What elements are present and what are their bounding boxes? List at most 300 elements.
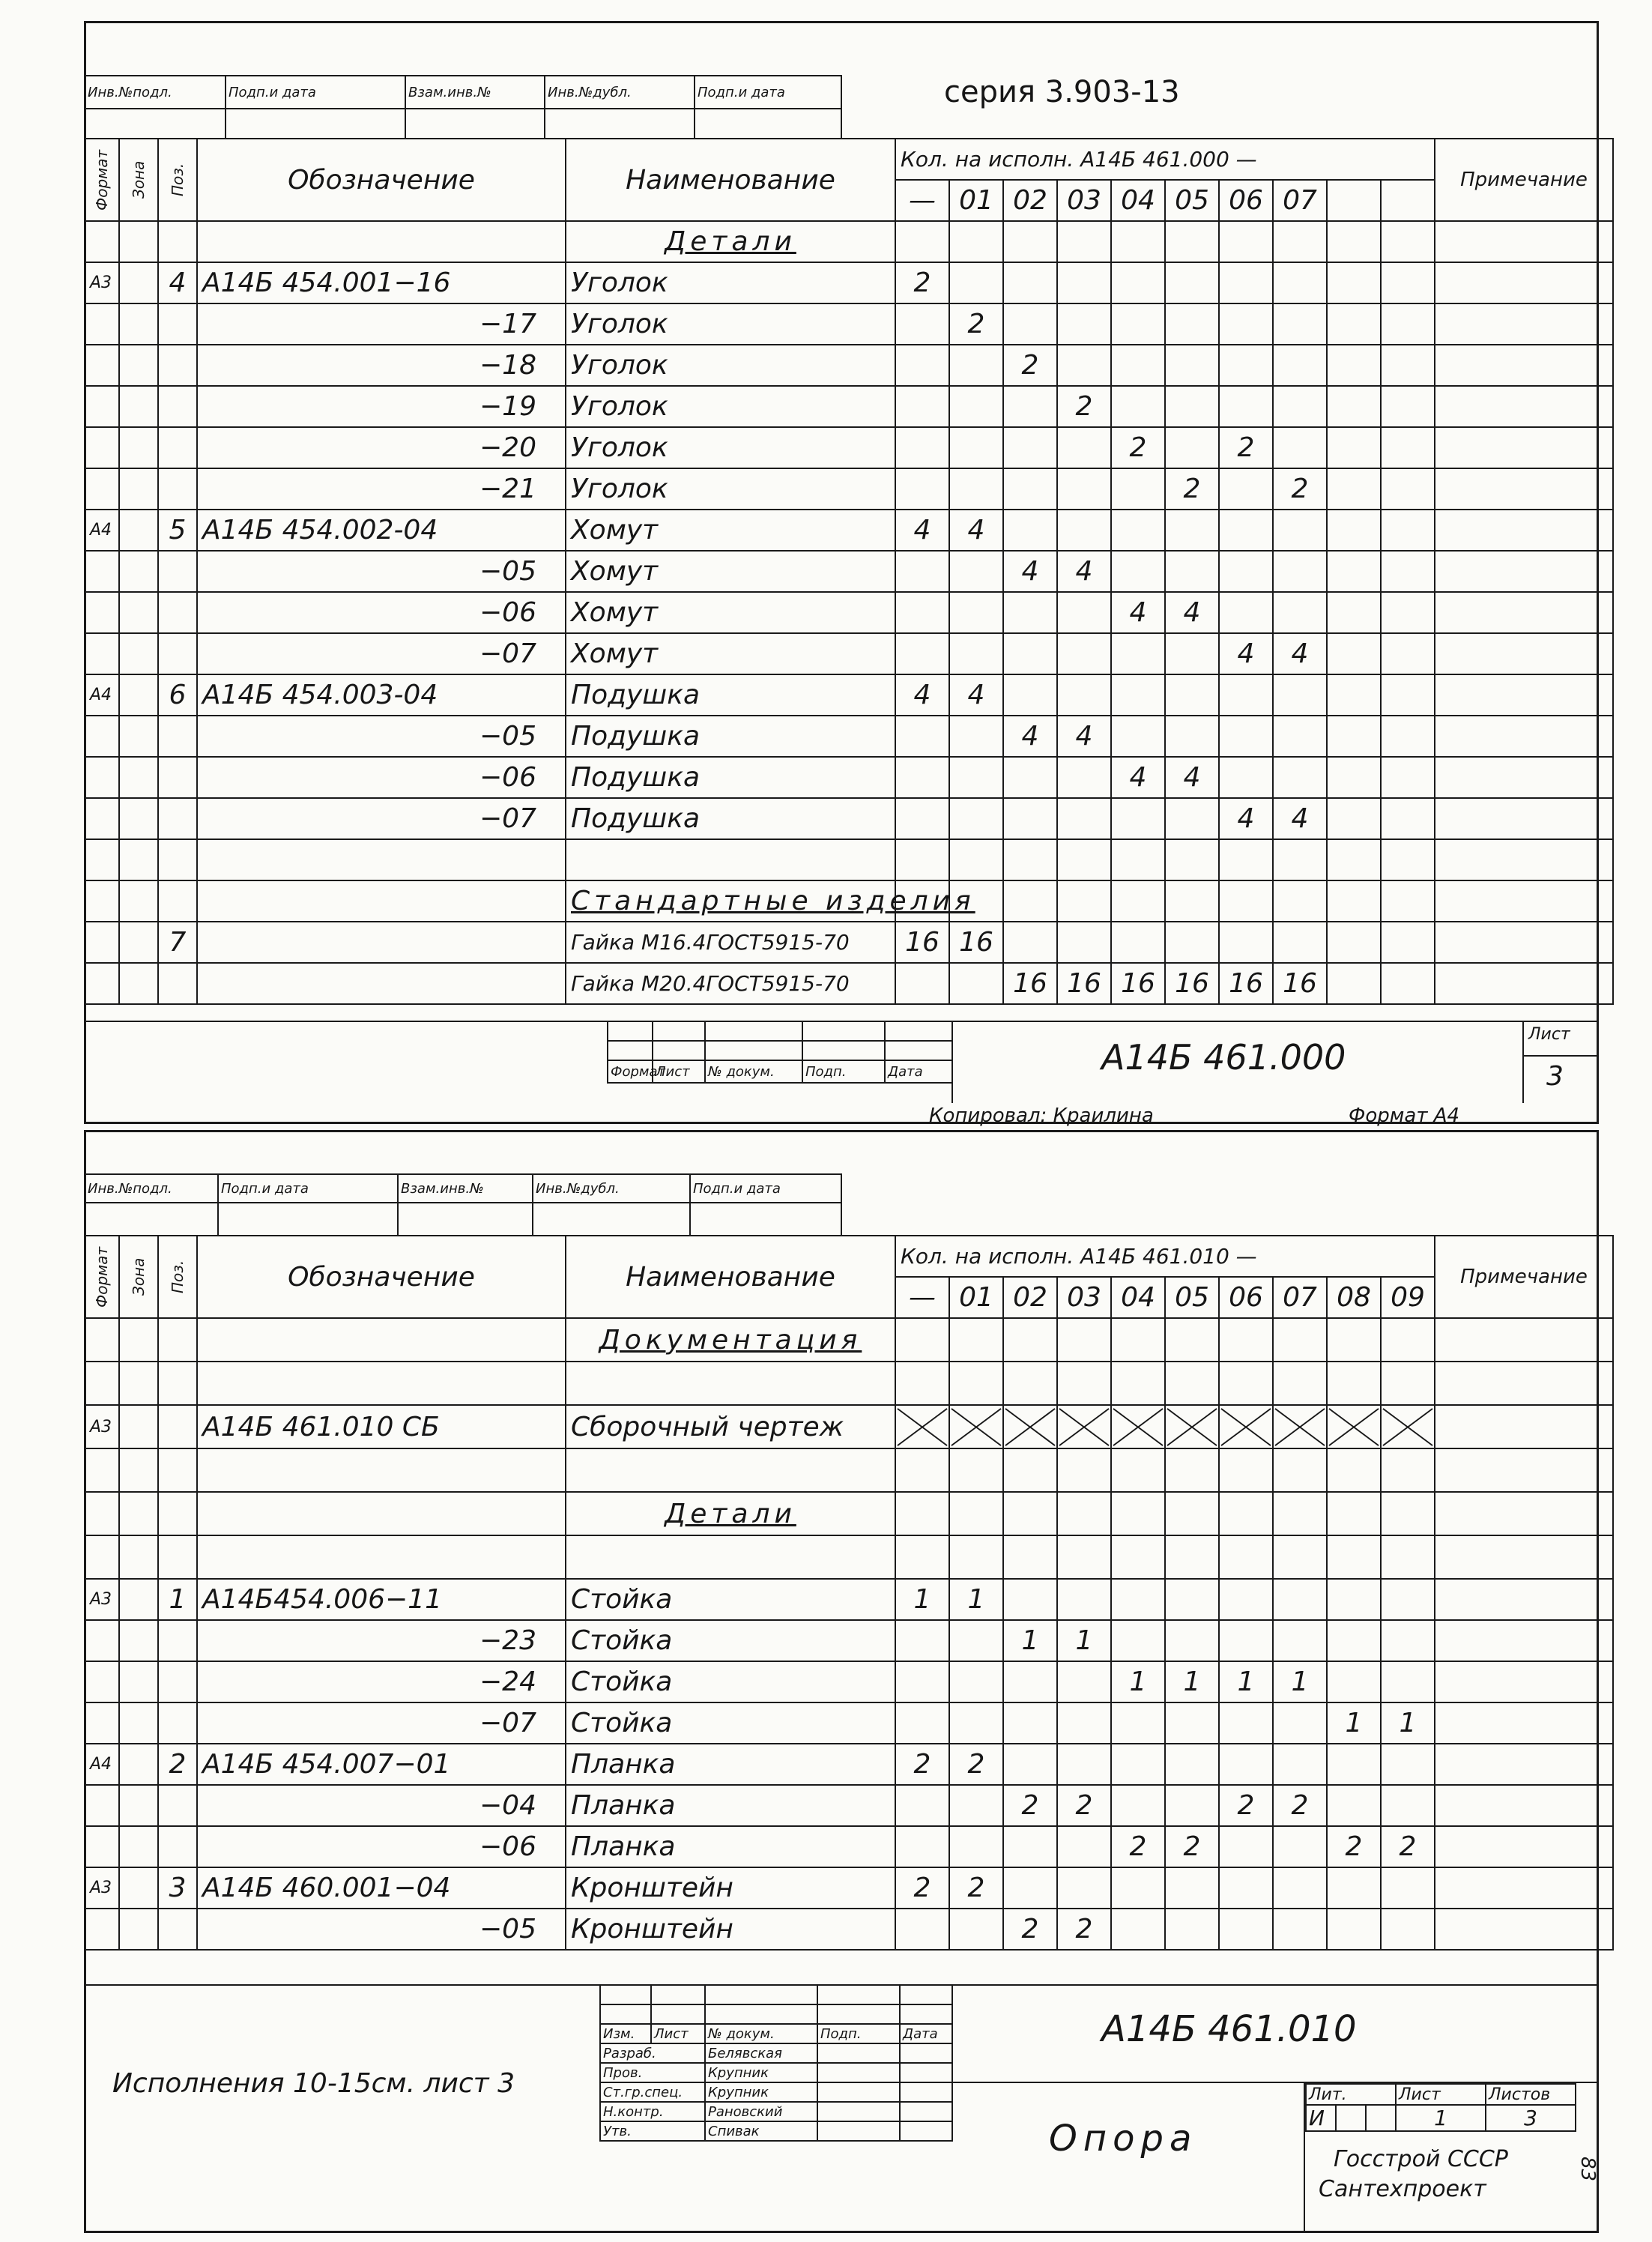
section-title: Детали xyxy=(566,221,895,262)
zone-cell xyxy=(119,468,158,510)
note-cell xyxy=(1435,1826,1613,1867)
footnote: Исполнения 10-15см. лист 3 xyxy=(112,2068,515,2099)
empty-cell xyxy=(1273,1535,1327,1579)
designation-cell: А14Б 454.002-04 xyxy=(197,510,566,551)
stamp-cell: Подп.и дата xyxy=(690,1174,841,1203)
empty-cell xyxy=(895,1318,949,1362)
designation-cell: −07 xyxy=(197,633,566,674)
quantity-cell xyxy=(1111,1785,1165,1826)
stamp-empty-cell xyxy=(651,1985,705,2004)
quantity-cell xyxy=(1381,1744,1435,1785)
empty-cell xyxy=(119,880,158,922)
empty-cell xyxy=(158,880,197,922)
quantity-cell xyxy=(1057,1661,1111,1702)
zone-cell xyxy=(119,1579,158,1620)
format-cell xyxy=(85,633,119,674)
quantity-cell xyxy=(1327,427,1381,468)
stamp-empty-cell xyxy=(705,1021,802,1041)
stamp-empty-cell xyxy=(651,2004,705,2024)
stamp-empty-cell xyxy=(802,1041,885,1060)
position-cell xyxy=(158,633,197,674)
note-cell xyxy=(1435,262,1613,303)
table-row xyxy=(85,427,1613,468)
title-head-cell: Подп. xyxy=(817,2024,900,2043)
quantity-cell xyxy=(1057,757,1111,798)
quantity-cell: 4 xyxy=(949,674,1003,716)
designation-cell: −18 xyxy=(197,345,566,386)
quantity-cell xyxy=(1057,633,1111,674)
format-cell xyxy=(85,963,119,1004)
position-cell xyxy=(158,1620,197,1661)
zone-cell xyxy=(119,1744,158,1785)
quantity-cell xyxy=(1327,262,1381,303)
quantity-cell xyxy=(949,1661,1003,1702)
sheet1-change-stamp xyxy=(607,1021,953,1084)
empty-cell xyxy=(1165,839,1219,880)
empty-cell xyxy=(1273,1492,1327,1535)
quantity-cell xyxy=(1057,674,1111,716)
variant-header-cell xyxy=(1381,180,1435,221)
quantity-cell: 2 xyxy=(949,303,1003,345)
variant-header-cell: 02 xyxy=(1003,1277,1057,1318)
table-row xyxy=(85,1661,1613,1702)
quantity-cell: 4 xyxy=(1219,798,1273,839)
sheet1-sheet-number: 3 xyxy=(1546,1061,1564,1092)
empty-cell xyxy=(119,221,158,262)
quantity-cell: 4 xyxy=(1165,757,1219,798)
quantity-cell xyxy=(1381,427,1435,468)
empty-cell xyxy=(949,1362,1003,1405)
title-block-signatures xyxy=(599,1984,953,2142)
quantity-cell: 2 xyxy=(1327,1826,1381,1867)
empty-cell xyxy=(1273,1362,1327,1405)
variant-header-cell: 01 xyxy=(949,1277,1003,1318)
position-cell: 2 xyxy=(158,1744,197,1785)
zone-cell xyxy=(119,716,158,757)
designation-cell xyxy=(197,963,566,1004)
quantity-cell xyxy=(1111,468,1165,510)
empty-cell xyxy=(1381,1318,1435,1362)
empty-cell xyxy=(1165,221,1219,262)
empty-cell xyxy=(119,1535,158,1579)
cross-mark-cell xyxy=(1219,1405,1273,1448)
empty-cell xyxy=(197,1535,566,1579)
position-cell xyxy=(158,303,197,345)
table-row xyxy=(85,716,1613,757)
note-cell xyxy=(1435,716,1613,757)
stamp-empty-cell xyxy=(226,109,405,139)
quantity-cell: 1 xyxy=(1219,1661,1273,1702)
person-name-cell: Спивак xyxy=(705,2121,817,2141)
note-cell xyxy=(1435,1785,1613,1826)
empty-cell xyxy=(949,1448,1003,1492)
name-cell: Планка xyxy=(566,1785,895,1826)
quantity-cell: 16 xyxy=(895,922,949,963)
empty-cell xyxy=(197,1448,566,1492)
quantity-cell xyxy=(1111,674,1165,716)
quantity-cell: 2 xyxy=(1165,1826,1219,1867)
stamp-cell: Инв.№подл. xyxy=(85,76,226,109)
stamp-cell: Дата xyxy=(885,1060,952,1083)
quantity-cell xyxy=(1057,1867,1111,1909)
empty-cell xyxy=(1327,1318,1381,1362)
designation-cell: −06 xyxy=(197,592,566,633)
table-row xyxy=(85,798,1613,839)
quantity-cell xyxy=(895,1620,949,1661)
quantity-cell: 1 xyxy=(1003,1620,1057,1661)
empty-cell xyxy=(1327,839,1381,880)
name-cell: Уголок xyxy=(566,468,895,510)
quantity-cell xyxy=(1057,427,1111,468)
note-cell xyxy=(1435,592,1613,633)
designation-cell: −17 xyxy=(197,303,566,345)
empty-cell xyxy=(949,839,1003,880)
quantity-cell xyxy=(1327,716,1381,757)
position-cell xyxy=(158,757,197,798)
quantity-cell: 2 xyxy=(1165,468,1219,510)
quantity-cell xyxy=(1273,1826,1327,1867)
empty-cell xyxy=(1381,839,1435,880)
quantity-cell: 16 xyxy=(1003,963,1057,1004)
person-name-cell: Рановский xyxy=(705,2102,817,2121)
zone-cell xyxy=(119,345,158,386)
name-cell: Хомут xyxy=(566,633,895,674)
quantity-cell xyxy=(1111,716,1165,757)
quantity-cell xyxy=(1273,510,1327,551)
stamp-empty-cell xyxy=(885,1041,952,1060)
empty-cell xyxy=(85,1362,119,1405)
note-cell xyxy=(1435,1909,1613,1950)
note-cell xyxy=(1435,922,1613,963)
quantity-cell xyxy=(1003,510,1057,551)
zone-cell xyxy=(119,1867,158,1909)
empty-cell xyxy=(1327,1448,1381,1492)
empty-cell xyxy=(1381,1448,1435,1492)
position-cell xyxy=(158,1909,197,1950)
empty-cell xyxy=(158,1362,197,1405)
position-cell xyxy=(158,1785,197,1826)
note-cell xyxy=(1435,798,1613,839)
position-cell: 1 xyxy=(158,1579,197,1620)
empty-cell xyxy=(197,221,566,262)
stamp-empty-cell xyxy=(653,1021,705,1041)
quantity-cell xyxy=(1165,262,1219,303)
empty-cell xyxy=(1219,1318,1273,1362)
format-cell xyxy=(85,1909,119,1950)
table-row xyxy=(85,963,1613,1004)
quantity-cell xyxy=(1003,386,1057,427)
quantity-cell xyxy=(895,963,949,1004)
empty-cell xyxy=(1219,880,1273,922)
format-cell: А4 xyxy=(85,1744,119,1785)
stamp-empty-cell xyxy=(705,1041,802,1060)
name-cell: Стойка xyxy=(566,1661,895,1702)
quantity-cell xyxy=(1057,262,1111,303)
zone-cell xyxy=(119,1826,158,1867)
signature-cell xyxy=(817,2082,900,2102)
zone-cell xyxy=(119,1702,158,1744)
name-cell: Планка xyxy=(566,1744,895,1785)
zone-cell xyxy=(119,633,158,674)
quantity-cell xyxy=(1327,757,1381,798)
stamp-empty-cell xyxy=(900,1985,952,2004)
note-cell xyxy=(1435,1744,1613,1785)
quantity-cell: 16 xyxy=(1219,963,1273,1004)
quantity-cell xyxy=(1381,262,1435,303)
col-designation-header: Обозначение xyxy=(197,139,566,221)
quantity-cell xyxy=(1003,922,1057,963)
cross-mark-cell xyxy=(949,1405,1003,1448)
empty-cell xyxy=(1381,1535,1435,1579)
format-cell xyxy=(85,922,119,963)
quantity-cell xyxy=(895,1785,949,1826)
position-cell: 7 xyxy=(158,922,197,963)
quantity-cell xyxy=(1381,674,1435,716)
position-cell xyxy=(158,386,197,427)
stamp-cell: Формат xyxy=(608,1060,653,1083)
quantity-cell xyxy=(1165,674,1219,716)
table-row xyxy=(85,345,1613,386)
quantity-cell: 16 xyxy=(1111,963,1165,1004)
quantity-cell xyxy=(895,468,949,510)
table-row xyxy=(85,1744,1613,1785)
quantity-cell xyxy=(1165,716,1219,757)
name-cell: Подушка xyxy=(566,798,895,839)
quantity-cell xyxy=(1381,468,1435,510)
empty-cell xyxy=(1111,1535,1165,1579)
empty-cell xyxy=(1057,1318,1111,1362)
quantity-cell xyxy=(895,757,949,798)
quantity-cell xyxy=(1327,633,1381,674)
quantity-cell xyxy=(1219,1744,1273,1785)
quantity-cell xyxy=(1381,1661,1435,1702)
empty-cell xyxy=(1381,880,1435,922)
position-cell: 6 xyxy=(158,674,197,716)
table-row xyxy=(85,1785,1613,1826)
quantity-cell xyxy=(1219,716,1273,757)
stamp-empty-cell xyxy=(817,2004,900,2024)
variant-header-cell: 06 xyxy=(1219,1277,1273,1318)
quantity-cell: 4 xyxy=(949,510,1003,551)
format-cell xyxy=(85,551,119,592)
section-row xyxy=(85,1492,1613,1535)
sheet1-spec-table xyxy=(84,138,1614,1005)
stamp-cell: Взам.инв.№ xyxy=(398,1174,533,1203)
quantity-cell: 1 xyxy=(949,1579,1003,1620)
empty-cell xyxy=(1435,1448,1613,1492)
date-cell xyxy=(900,2082,952,2102)
quantity-cell xyxy=(1273,716,1327,757)
quantity-cell xyxy=(1327,674,1381,716)
section-title: Стандартные изделия xyxy=(566,880,895,922)
quantity-cell xyxy=(1111,551,1165,592)
quantity-cell xyxy=(1381,1785,1435,1826)
cross-mark-cell xyxy=(1273,1405,1327,1448)
quantity-cell: 16 xyxy=(1273,963,1327,1004)
quantity-cell xyxy=(895,798,949,839)
empty-cell xyxy=(1435,1535,1613,1579)
designation-cell: −20 xyxy=(197,427,566,468)
role-cell: Ст.гр.спец. xyxy=(600,2082,705,2102)
quantity-cell xyxy=(949,1826,1003,1867)
empty-cell xyxy=(1165,1492,1219,1535)
variant-header-cell: 03 xyxy=(1057,1277,1111,1318)
col-name-header: Наименование xyxy=(566,139,895,221)
assembly-drawing-row xyxy=(85,1405,1613,1448)
quantity-cell xyxy=(949,345,1003,386)
quantity-cell xyxy=(1165,427,1219,468)
sheet2-spec-table xyxy=(84,1235,1614,1951)
quantity-cell: 2 xyxy=(1003,345,1057,386)
empty-cell xyxy=(1219,1448,1273,1492)
quantity-cell xyxy=(1273,1620,1327,1661)
empty-cell xyxy=(197,880,566,922)
quantity-cell xyxy=(895,551,949,592)
quantity-cell xyxy=(949,716,1003,757)
zone-cell xyxy=(119,757,158,798)
stamp-empty-cell xyxy=(85,1203,218,1236)
note-cell xyxy=(1435,345,1613,386)
empty-cell xyxy=(1219,1535,1273,1579)
position-cell xyxy=(158,1661,197,1702)
quantity-cell: 2 xyxy=(1381,1826,1435,1867)
format-cell: А3 xyxy=(85,1579,119,1620)
section-row xyxy=(85,1318,1613,1362)
stamp-empty-cell xyxy=(218,1203,398,1236)
quantity-cell xyxy=(895,386,949,427)
quantity-cell xyxy=(1327,963,1381,1004)
empty-cell xyxy=(1057,880,1111,922)
stamp-empty-cell xyxy=(802,1021,885,1041)
section-row xyxy=(85,880,1613,922)
stamp-cell: Подп. xyxy=(802,1060,885,1083)
empty-cell xyxy=(1435,880,1613,922)
section-title: Детали xyxy=(566,1492,895,1535)
empty-cell xyxy=(895,1535,949,1579)
designation-cell xyxy=(197,922,566,963)
format-cell: А3 xyxy=(85,1867,119,1909)
quantity-cell xyxy=(1219,303,1273,345)
name-cell: Стойка xyxy=(566,1702,895,1744)
quantity-cell xyxy=(1165,1867,1219,1909)
zone-cell xyxy=(119,674,158,716)
name-cell: Подушка xyxy=(566,757,895,798)
designation-cell: −05 xyxy=(197,1909,566,1950)
quantity-cell xyxy=(1057,1744,1111,1785)
position-cell xyxy=(158,468,197,510)
quantity-cell xyxy=(1003,303,1057,345)
sheets-label: Листов xyxy=(1486,2084,1576,2105)
quantity-cell xyxy=(1327,551,1381,592)
quantity-cell xyxy=(895,1909,949,1950)
quantity-cell: 2 xyxy=(1273,468,1327,510)
empty-cell xyxy=(949,221,1003,262)
note-cell xyxy=(1435,674,1613,716)
empty-row xyxy=(85,1448,1613,1492)
empty-cell xyxy=(1327,1362,1381,1405)
variant-header-cell: 04 xyxy=(1111,1277,1165,1318)
sheets-value: 3 xyxy=(1486,2105,1576,2131)
empty-cell xyxy=(1273,880,1327,922)
quantity-cell: 16 xyxy=(949,922,1003,963)
quantity-cell xyxy=(1219,551,1273,592)
lit-label: Лит. xyxy=(1306,2084,1396,2105)
format-cell xyxy=(85,798,119,839)
quantity-cell: 4 xyxy=(895,674,949,716)
empty-cell xyxy=(85,221,119,262)
zone-cell xyxy=(119,303,158,345)
quantity-cell: 16 xyxy=(1165,963,1219,1004)
stamp-empty-cell xyxy=(398,1203,533,1236)
format-cell: А4 xyxy=(85,510,119,551)
empty-cell xyxy=(1327,1535,1381,1579)
empty-cell xyxy=(1111,1448,1165,1492)
table-row xyxy=(85,551,1613,592)
quantity-cell xyxy=(1381,551,1435,592)
quantity-cell xyxy=(1165,1909,1219,1950)
col-designation-header: Обозначение xyxy=(197,1236,566,1318)
format-cell: А3 xyxy=(85,1405,119,1448)
stamp-cell: Инв.№дубл. xyxy=(533,1174,690,1203)
org-line-2: Сантехпроект xyxy=(1319,2176,1486,2202)
quantity-cell: 2 xyxy=(1111,1826,1165,1867)
zone-cell xyxy=(119,592,158,633)
zone-cell xyxy=(119,1405,158,1448)
quantity-cell: 2 xyxy=(895,1867,949,1909)
designation-cell: А14Б 454.001−16 xyxy=(197,262,566,303)
empty-cell xyxy=(1273,839,1327,880)
signature-cell xyxy=(817,2043,900,2063)
empty-cell xyxy=(119,1318,158,1362)
empty-cell xyxy=(1219,221,1273,262)
designation-cell: А14Б 454.007−01 xyxy=(197,1744,566,1785)
zone-cell xyxy=(119,1785,158,1826)
quantity-cell xyxy=(1219,674,1273,716)
table-row xyxy=(85,633,1613,674)
quantity-cell xyxy=(1327,1620,1381,1661)
quantity-cell xyxy=(1273,1702,1327,1744)
quantity-cell xyxy=(949,963,1003,1004)
empty-cell xyxy=(1003,839,1057,880)
empty-row xyxy=(85,1535,1613,1579)
quantity-cell xyxy=(1381,1909,1435,1950)
quantity-cell xyxy=(949,1702,1003,1744)
quantity-cell xyxy=(1111,345,1165,386)
quantity-cell xyxy=(1219,1826,1273,1867)
title-head-cell: № докум. xyxy=(705,2024,817,2043)
position-cell: 3 xyxy=(158,1867,197,1909)
stamp-empty-cell xyxy=(900,2004,952,2024)
zone-cell xyxy=(119,551,158,592)
quantity-cell xyxy=(1381,963,1435,1004)
quantity-cell xyxy=(949,551,1003,592)
zone-cell xyxy=(119,386,158,427)
format-cell xyxy=(85,468,119,510)
empty-cell xyxy=(1111,1492,1165,1535)
quantity-cell xyxy=(895,427,949,468)
format-cell xyxy=(85,1620,119,1661)
name-cell: Уголок xyxy=(566,345,895,386)
empty-cell xyxy=(197,1362,566,1405)
format-cell xyxy=(85,1785,119,1826)
name-cell: Уголок xyxy=(566,303,895,345)
quantity-cell: 2 xyxy=(1219,427,1273,468)
quantity-cell xyxy=(1165,1702,1219,1744)
designation-cell: −06 xyxy=(197,757,566,798)
quantity-cell xyxy=(1219,757,1273,798)
quantity-cell xyxy=(1003,798,1057,839)
quantity-cell xyxy=(1057,798,1111,839)
